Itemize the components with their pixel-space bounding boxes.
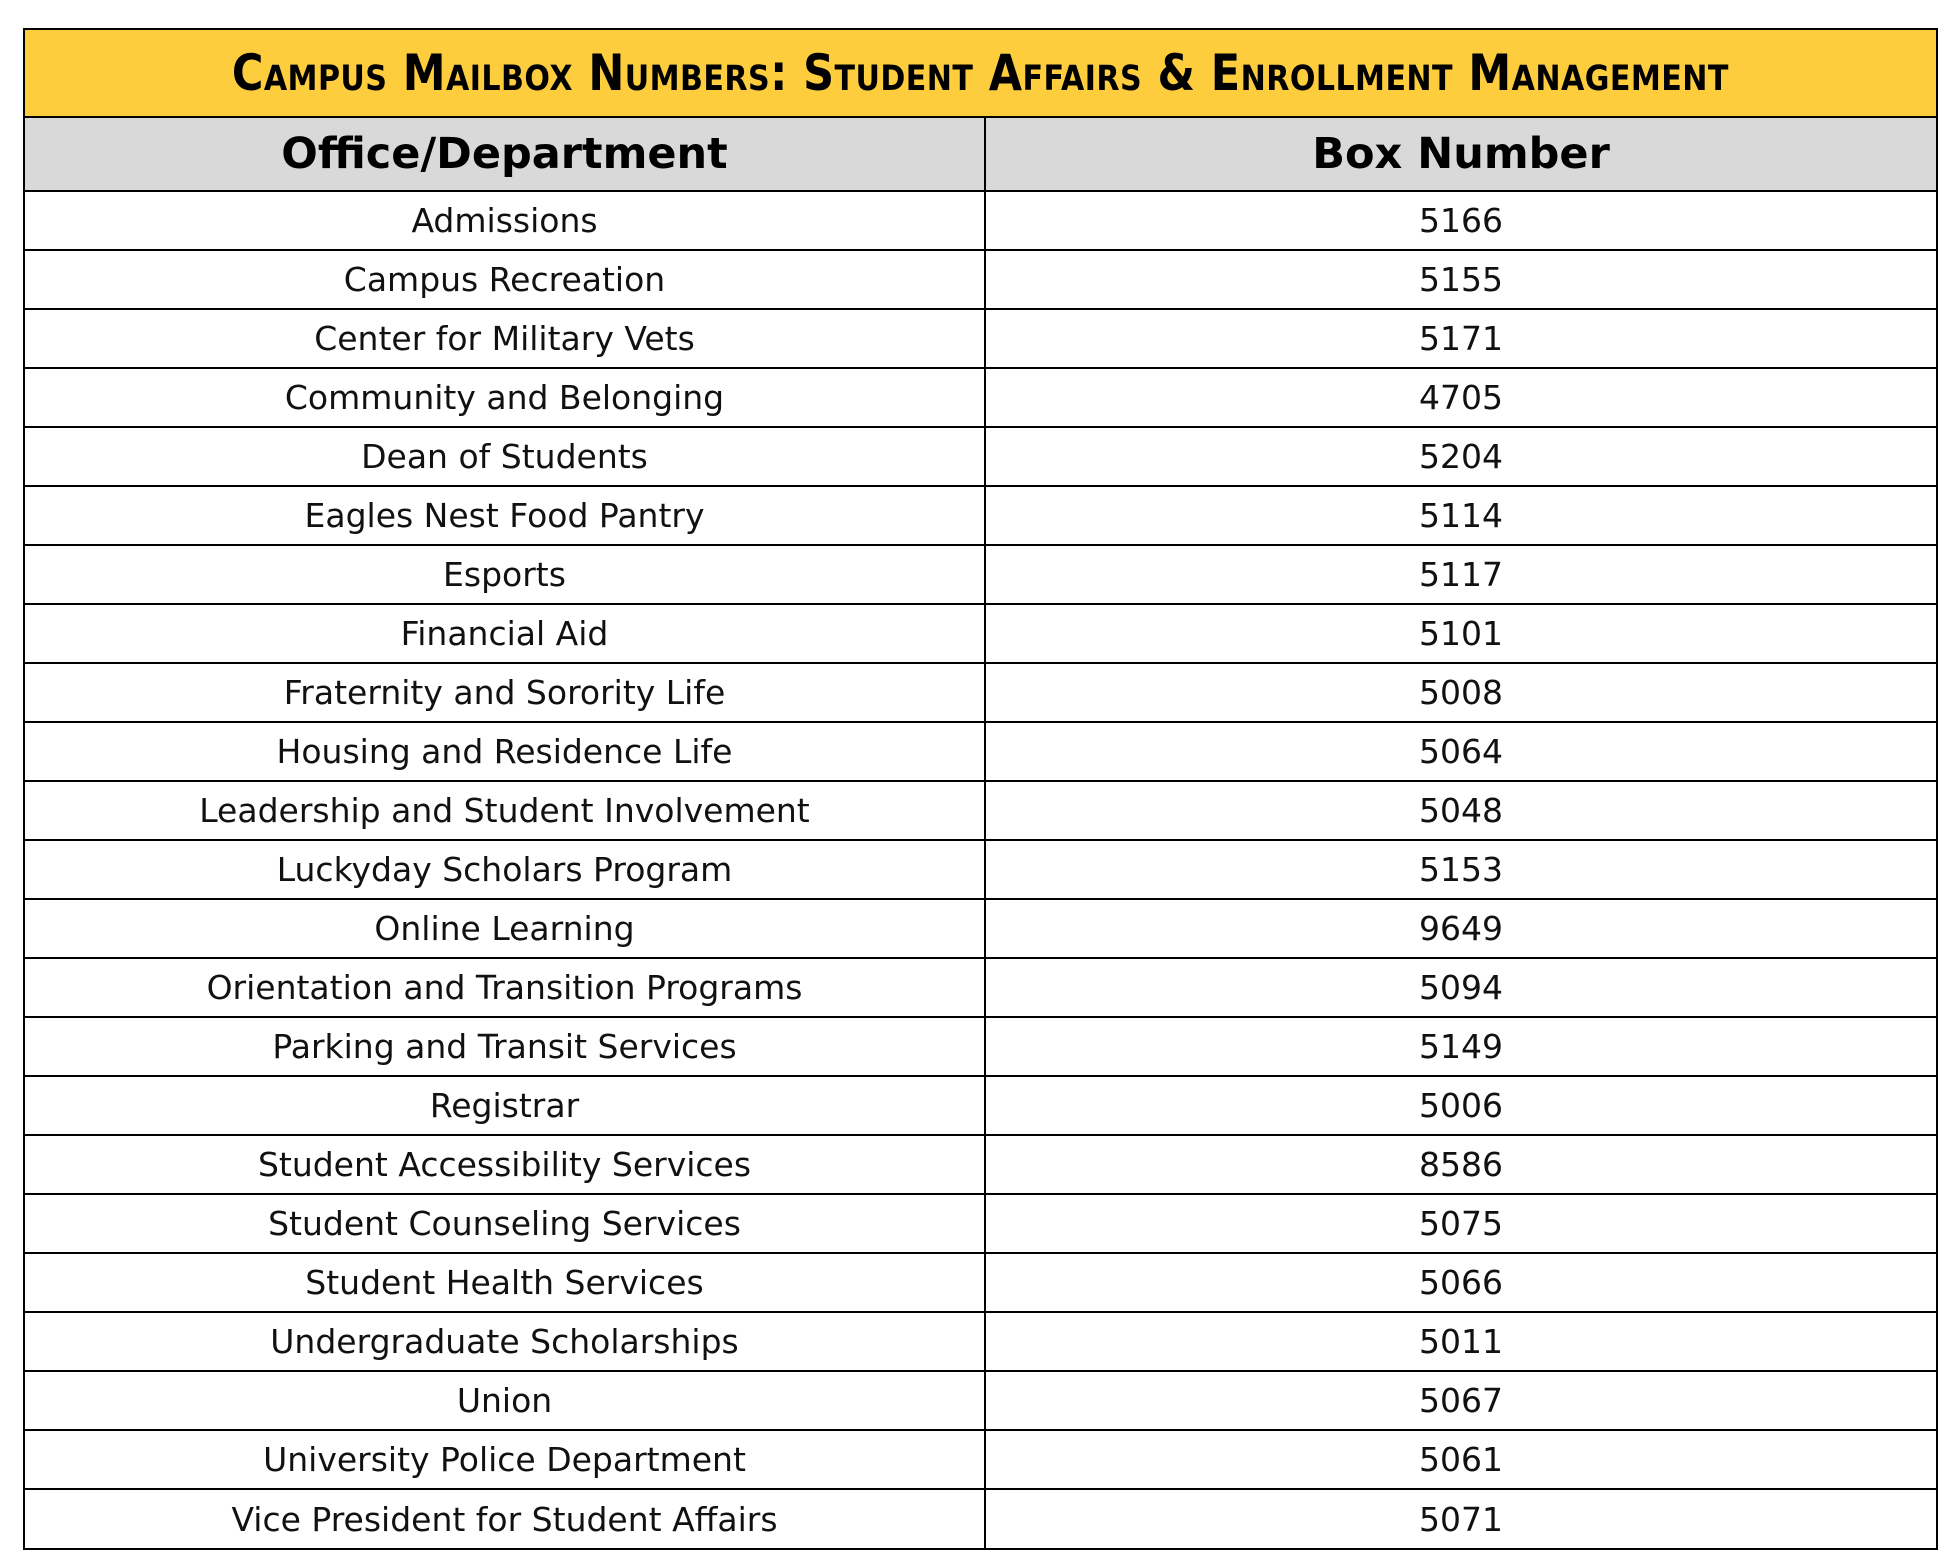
box-number-cell: 5114 bbox=[985, 486, 1936, 545]
office-name-cell: Esports bbox=[25, 545, 985, 604]
box-number-cell: 5171 bbox=[985, 309, 1936, 368]
box-number-cell: 5064 bbox=[985, 722, 1936, 781]
mailbox-table bbox=[25, 118, 1936, 1548]
table-row bbox=[25, 545, 1936, 604]
box-number-cell: 5048 bbox=[985, 781, 1936, 840]
table-row bbox=[25, 781, 1936, 840]
office-name-cell: Student Accessibility Services bbox=[25, 1135, 985, 1194]
title-bar bbox=[25, 30, 1936, 118]
office-name-cell: Campus Recreation bbox=[25, 250, 985, 309]
table-row bbox=[25, 1371, 1936, 1430]
page-title: Campus Mailbox Numbers: Student Affairs & Enrollment Management bbox=[232, 44, 1729, 102]
table-row bbox=[25, 1312, 1936, 1371]
office-name-cell: University Police Department bbox=[25, 1430, 985, 1489]
office-name-cell: Parking and Transit Services bbox=[25, 1017, 985, 1076]
box-number-cell: 5075 bbox=[985, 1194, 1936, 1253]
office-name-cell: Eagles Nest Food Pantry bbox=[25, 486, 985, 545]
table-row bbox=[25, 1253, 1936, 1312]
office-name-cell: Financial Aid bbox=[25, 604, 985, 663]
table-row bbox=[25, 604, 1936, 663]
office-name-cell: Online Learning bbox=[25, 899, 985, 958]
box-number-cell: 5166 bbox=[985, 191, 1936, 250]
box-number-cell: 9649 bbox=[985, 899, 1936, 958]
table-row bbox=[25, 840, 1936, 899]
table-row bbox=[25, 250, 1936, 309]
table-row bbox=[25, 1489, 1936, 1548]
office-name-cell: Leadership and Student Involvement bbox=[25, 781, 985, 840]
office-name-cell: Student Health Services bbox=[25, 1253, 985, 1312]
table-row bbox=[25, 1430, 1936, 1489]
box-number-cell: 5153 bbox=[985, 840, 1936, 899]
box-number-cell: 5067 bbox=[985, 1371, 1936, 1430]
box-number-cell: 4705 bbox=[985, 368, 1936, 427]
table-row bbox=[25, 1076, 1936, 1135]
office-name-cell: Union bbox=[25, 1371, 985, 1430]
box-number-cell: 5101 bbox=[985, 604, 1936, 663]
box-number-cell: 5204 bbox=[985, 427, 1936, 486]
box-number-cell: 5149 bbox=[985, 1017, 1936, 1076]
office-name-cell: Student Counseling Services bbox=[25, 1194, 985, 1253]
office-name-cell: Fraternity and Sorority Life bbox=[25, 663, 985, 722]
mailbox-directory bbox=[23, 28, 1938, 1550]
header-row bbox=[25, 118, 1936, 191]
table-row bbox=[25, 722, 1936, 781]
office-name-cell: Luckyday Scholars Program bbox=[25, 840, 985, 899]
office-name-cell: Vice President for Student Affairs bbox=[25, 1489, 985, 1548]
table-row bbox=[25, 1017, 1936, 1076]
table-row bbox=[25, 368, 1936, 427]
table-body bbox=[25, 191, 1936, 1548]
table-row bbox=[25, 958, 1936, 1017]
table-row bbox=[25, 427, 1936, 486]
office-name-cell: Center for Military Vets bbox=[25, 309, 985, 368]
office-name-cell: Undergraduate Scholarships bbox=[25, 1312, 985, 1371]
box-number-cell: 5094 bbox=[985, 958, 1936, 1017]
box-number-cell: 5071 bbox=[1419, 1499, 1503, 1539]
box-number-cell: 5117 bbox=[985, 545, 1936, 604]
table-row bbox=[25, 309, 1936, 368]
box-number-cell: 5155 bbox=[985, 250, 1936, 309]
column-header-box-number: Box Number bbox=[985, 118, 1936, 191]
office-name-cell: Community and Belonging bbox=[25, 368, 985, 427]
office-name-cell: Registrar bbox=[25, 1076, 985, 1135]
table-row bbox=[25, 191, 1936, 250]
table-row bbox=[25, 1194, 1936, 1253]
office-name-cell: Housing and Residence Life bbox=[25, 722, 985, 781]
box-number-cell: 5008 bbox=[985, 663, 1936, 722]
table-row bbox=[25, 899, 1936, 958]
box-number-cell: 8586 bbox=[985, 1135, 1936, 1194]
box-number-cell: 5066 bbox=[985, 1253, 1936, 1312]
table-row bbox=[25, 1135, 1936, 1194]
table-header bbox=[25, 118, 1936, 191]
table-row bbox=[25, 663, 1936, 722]
box-number-cell: 5011 bbox=[985, 1312, 1936, 1371]
office-name-cell: Admissions bbox=[25, 191, 985, 250]
table-row bbox=[25, 486, 1936, 545]
box-number-cell: 5061 bbox=[985, 1430, 1936, 1489]
office-name-cell: Dean of Students bbox=[25, 427, 985, 486]
box-number-cell: 5006 bbox=[985, 1076, 1936, 1135]
office-name-cell: Orientation and Transition Programs bbox=[25, 958, 985, 1017]
column-header-office: Office/Department bbox=[25, 118, 985, 191]
